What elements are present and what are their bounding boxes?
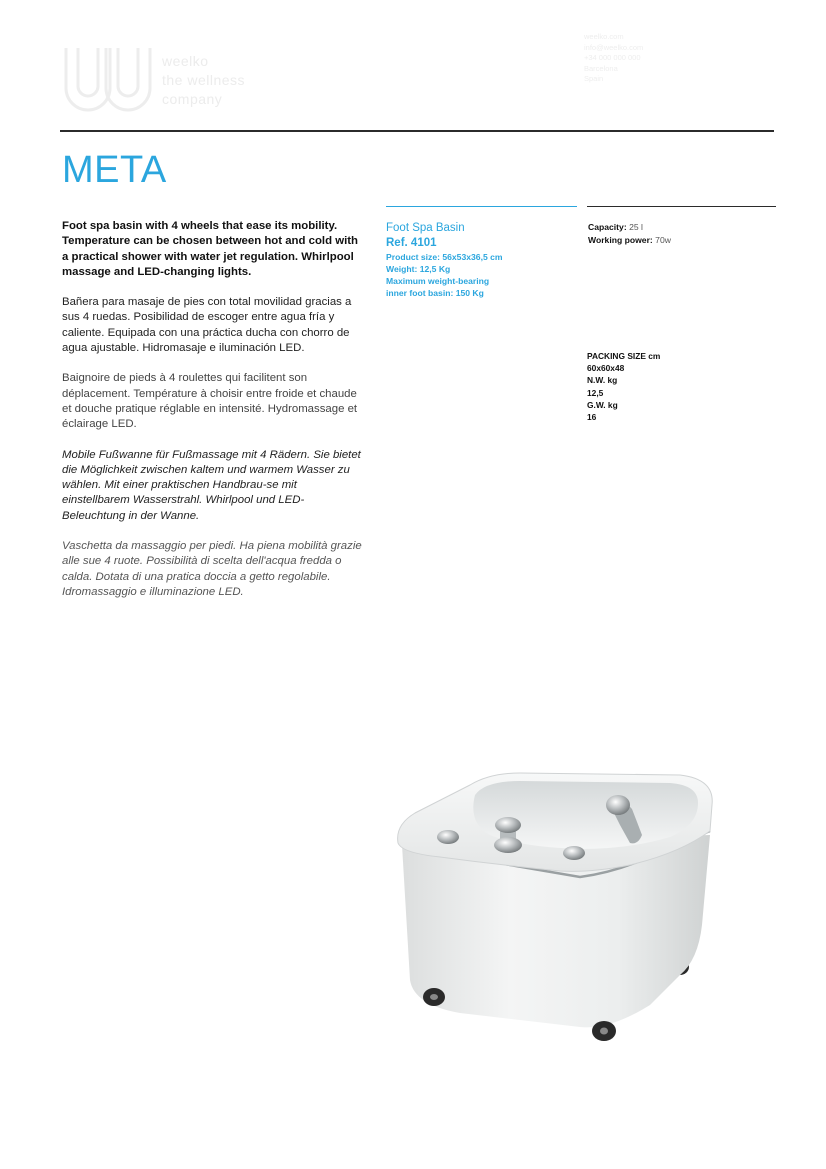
gross-weight-value: 16	[587, 412, 597, 423]
capacity-label: Capacity:	[588, 222, 627, 232]
description-de: Mobile Fußwanne für Fußmassage mit 4 Rädern. Sie bietet die Möglichkeit zwischen kaltem und warmem Wasser zu wählen. Mit einer praktischen Handbrau-se mit einstellbarem Wasserstrahl. Whirlpool und LED-Beleuchtung in der Wanne.	[62, 448, 361, 522]
product-divider	[386, 206, 577, 207]
product-weight: Weight: 12,5 Kg	[386, 264, 451, 274]
tech-divider	[587, 206, 776, 207]
product-image	[380, 765, 725, 1055]
product-max-weight-cont: inner foot basin: 150 Kg	[386, 288, 484, 298]
description-fr: Baignoire de pieds à 4 roulettes qui facilitent son déplacement. Température à choisir entre froide et chaude et douche pratique réglable en intensité. Hydromassage et éclairage LED.	[62, 372, 358, 431]
tech-specs	[588, 221, 671, 247]
logo-text	[162, 52, 245, 109]
contact-line: Spain	[584, 74, 604, 83]
logo-line: weelko	[162, 53, 209, 69]
packing-info	[587, 350, 660, 423]
product-max-weight: Maximum weight-bearing	[386, 276, 490, 286]
logo-line: company	[162, 91, 223, 107]
page-title: META	[62, 149, 167, 191]
contact-line: info@weelko.com	[584, 42, 644, 52]
logo-icon	[60, 44, 156, 116]
description-column	[62, 219, 362, 615]
capacity-value: 25 l	[629, 222, 643, 232]
net-weight-label: N.W. kg	[587, 375, 618, 386]
product-name: Foot Spa Basin	[386, 222, 465, 234]
description-en: Foot spa basin with 4 wheels that ease its mobility. Temperature can be chosen between hot and cold with a practical shower with water jet regulation. Whirlpool massage and LED-changing lights.	[62, 220, 358, 278]
contact-line: Barcelona	[584, 63, 618, 73]
power-value: 70w	[655, 235, 671, 245]
gross-weight-label: G.W. kg	[587, 399, 618, 410]
packing-size-label: PACKING SIZE cm	[587, 351, 661, 361]
description-it: Vaschetta da massaggio per piedi. Ha piena mobilità grazie alle sue 4 ruote. Possibilità di scelta dell'acqua fredda o calda. Dotata di una pratica doccia a getto regolabile. Idromassaggio e illuminazione LED.	[62, 540, 362, 598]
contact-info	[584, 32, 643, 85]
product-size: Product size: 56x53x36,5 cm	[386, 252, 503, 262]
header-divider	[60, 130, 774, 132]
power-row	[588, 234, 671, 247]
capacity-row	[588, 221, 671, 234]
contact-line: weelko.com	[584, 32, 624, 41]
power-label: Working power:	[588, 235, 653, 245]
packing-size-value: 60x60x48	[587, 363, 625, 374]
logo-line: the wellness	[162, 72, 246, 88]
product-specs	[386, 251, 576, 299]
contact-line: +34 000 000 000	[584, 53, 641, 62]
net-weight-value: 12,5	[587, 387, 604, 398]
description-es: Bañera para masaje de pies con total movilidad gracias a sus 4 ruedas. Posibilidad de escoger entre agua fría y caliente. Equipada con una práctica ducha con chorro de agua ajustable. Hidromasaje e iluminación LED.	[62, 296, 352, 355]
product-ref: Ref. 4101	[386, 237, 437, 249]
